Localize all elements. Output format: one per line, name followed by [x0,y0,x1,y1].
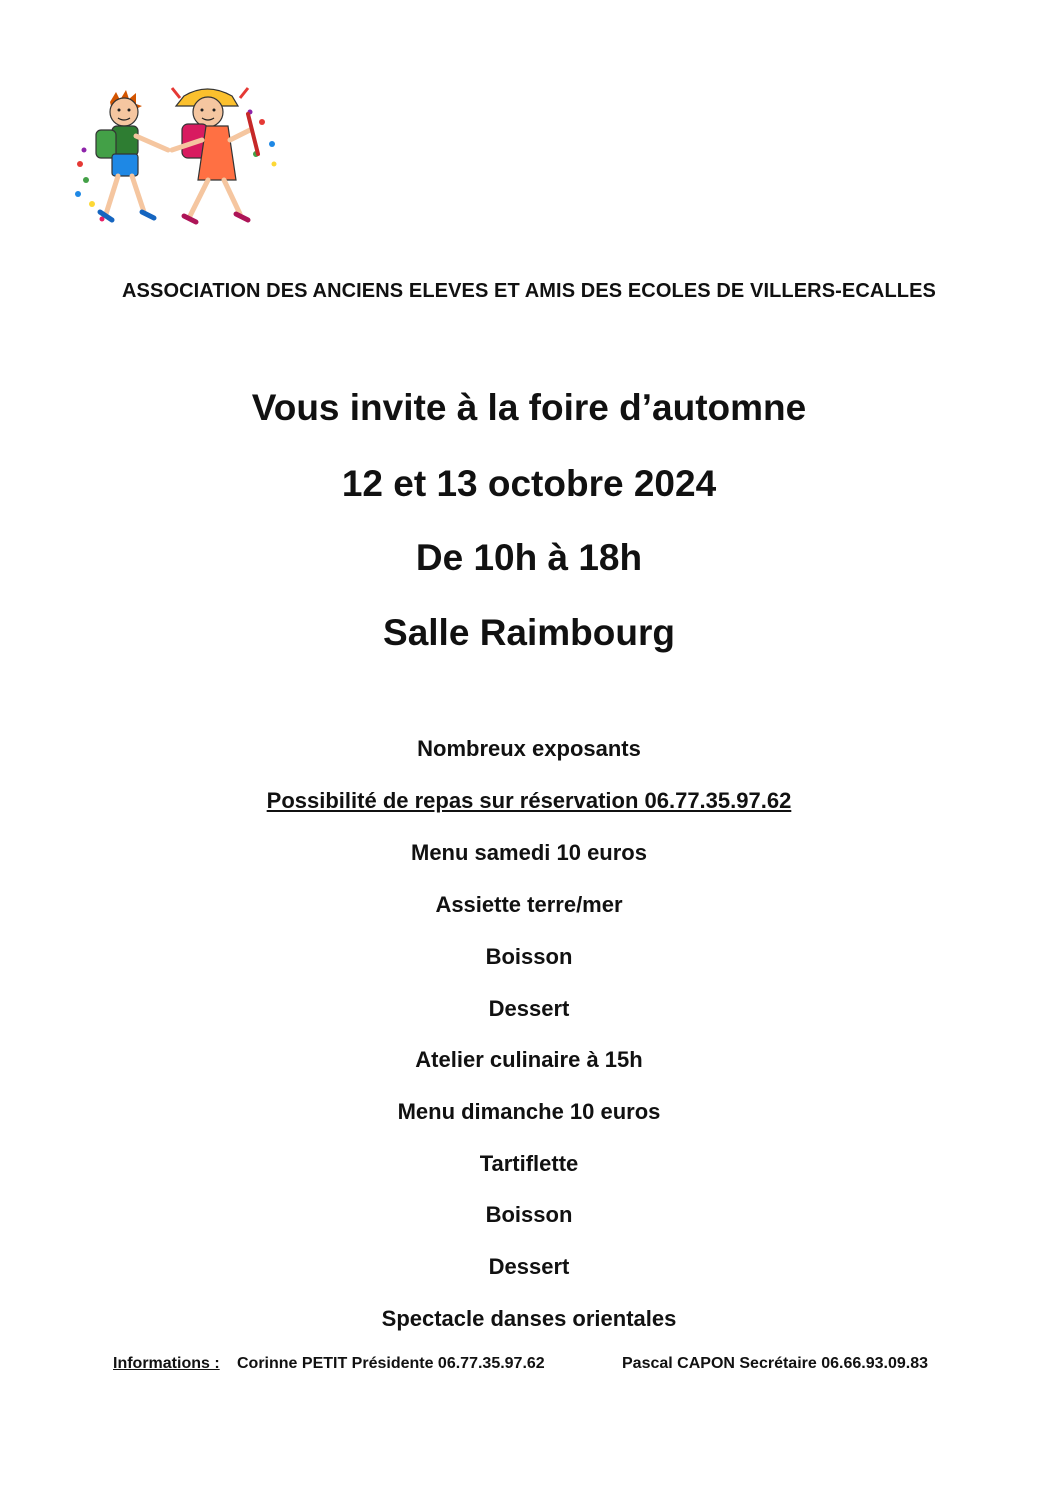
informations-label: Informations : [113,1355,220,1372]
saturday-menu-title: Menu samedi 10 euros [411,840,647,865]
cooking-workshop-text: Atelier culinaire à 15h [415,1047,643,1072]
president-contact: Corinne PETIT Présidente 06.77.35.97.62 [237,1355,545,1372]
meal-reservation-text: Possibilité de repas sur réservation 06.77.35.97.62 [266,788,792,813]
saturday-menu-item: Boisson [485,944,573,969]
sunday-menu-title: Menu dimanche 10 euros [397,1099,661,1124]
boy-figure [96,90,168,220]
dance-show-text: Spectacle danses orientales [381,1306,677,1331]
confetti-decoration [75,102,277,222]
event-venue: Salle Raimbourg [383,612,675,653]
children-backpacks-logo-icon [72,84,282,230]
sunday-menu-item: Dessert [488,1254,570,1279]
event-dates: 12 et 13 octobre 2024 [341,463,717,504]
saturday-menu-item: Assiette terre/mer [435,892,623,917]
saturday-menu-item: Dessert [488,996,570,1021]
sunday-menu-item: Boisson [485,1202,573,1227]
invitation-headline: Vous invite à la foire d’automne [251,387,807,428]
girl-figure [172,88,258,222]
secretary-contact: Pascal CAPON Secrétaire 06.66.93.09.83 [622,1355,928,1372]
sunday-menu-item: Tartiflette [479,1151,579,1176]
association-name: ASSOCIATION DES ANCIENS ELEVES ET AMIS DES ECOLES DE VILLERS-ECALLES [122,280,936,302]
exhibitors-text: Nombreux exposants [417,736,641,761]
event-hours: De 10h à 18h [415,537,643,578]
